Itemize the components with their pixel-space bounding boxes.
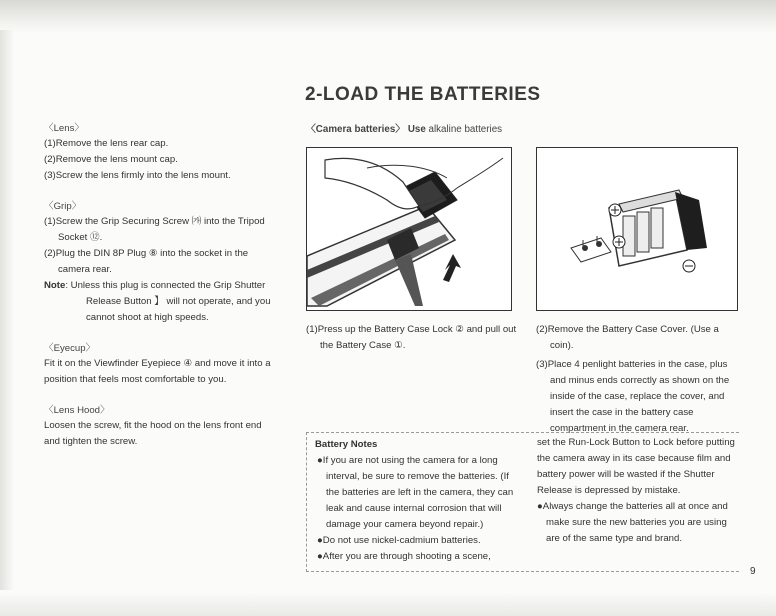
lens-hood-text: Loosen the screw, fit the hood on the lens front end and tighten the screw. <box>44 420 262 447</box>
lens-hood-section <box>44 403 280 450</box>
battery-case-lock-illustration <box>306 147 512 311</box>
page-edge-top <box>0 0 776 34</box>
heading-rest: alkaline batteries <box>425 124 503 135</box>
battery-note-3-continued: set the Run-Lock Button to Lock before putting the camera away in its case because film and battery power will be wasted if the Shutter Release is depressed by mistake. <box>537 437 735 496</box>
binding-shadow <box>0 30 14 590</box>
battery-notes-box <box>306 432 739 572</box>
battery-note-1: ●If you are not using the camera for a long interval, be sure to remove the batteries. (If the batteries are left in the camera, they can leak and cause internal corrosion that will damage your camera beyond repair.) <box>317 455 514 530</box>
lens-hood-title: 〈Lens Hood〉 <box>44 405 110 416</box>
grip-title: 〈Grip〉 <box>44 201 82 212</box>
note-label: Note <box>44 280 66 291</box>
battery-note-3: ●After you are through shooting a scene, <box>317 551 491 562</box>
page-edge-bottom <box>0 592 776 616</box>
battery-notes-column-1 <box>315 437 515 565</box>
grip-step-2: (2)Plug the DIN 8P Plug ⑧ into the socket in the camera rear. <box>44 248 249 275</box>
left-column <box>44 121 280 465</box>
eyecup-text: Fit it on the Viewfinder Eyepiece ④ and move it into a position that feels most comfortable to you. <box>44 358 271 385</box>
lens-title: 〈Lens〉 <box>44 123 84 134</box>
battery-note-4: ●Always change the batteries all at once and make sure the new batteries you are using are of the same type and brand. <box>537 501 728 544</box>
eyecup-title: 〈Eyecup〉 <box>44 343 96 354</box>
caption-step-2: (2)Remove the Battery Case Cover. (Use a coin). <box>536 324 719 351</box>
camera-batteries-heading <box>306 121 502 135</box>
page-title: 2-LOAD THE BATTERIES <box>305 84 541 105</box>
heading-bold: 〈Camera batteries〉 Use <box>306 124 426 135</box>
caption-step-3: (3)Place 4 penlight batteries in the case, plus and minus ends correctly as shown on the inside of the case, replace the cover, and insert the case in the battery case compartment in the camera rear. <box>536 359 730 434</box>
battery-case-illustration <box>536 147 738 311</box>
note-text: : Unless this plug is connected the Grip Shutter Release Button 】 will not operate, and you cannot shoot at high speeds. <box>65 280 271 323</box>
lens-step-1: (1)Remove the lens rear cap. <box>44 138 169 149</box>
page-number: 9 <box>750 566 756 577</box>
eyecup-section <box>44 341 280 388</box>
grip-note <box>44 278 280 326</box>
grip-step-1: (1)Screw the Grip Securing Screw ㈎ into the Tripod Socket ⑫. <box>44 216 265 243</box>
battery-note-2: ●Do not use nickel-cadmium batteries. <box>317 535 481 546</box>
battery-case-drawing <box>537 148 737 310</box>
caption-step-1: (1)Press up the Battery Case Lock ② and pull out the Battery Case ①. <box>306 324 517 351</box>
battery-notes-column-2 <box>535 435 739 547</box>
lens-section <box>44 121 280 184</box>
captions-right <box>536 322 742 437</box>
camera-hand-drawing <box>307 148 511 310</box>
lens-step-3: (3)Screw the lens firmly into the lens mount. <box>44 170 231 181</box>
grip-section <box>44 199 280 326</box>
lens-step-2: (2)Remove the lens mount cap. <box>44 154 178 165</box>
battery-notes-title: Battery Notes <box>315 439 378 450</box>
